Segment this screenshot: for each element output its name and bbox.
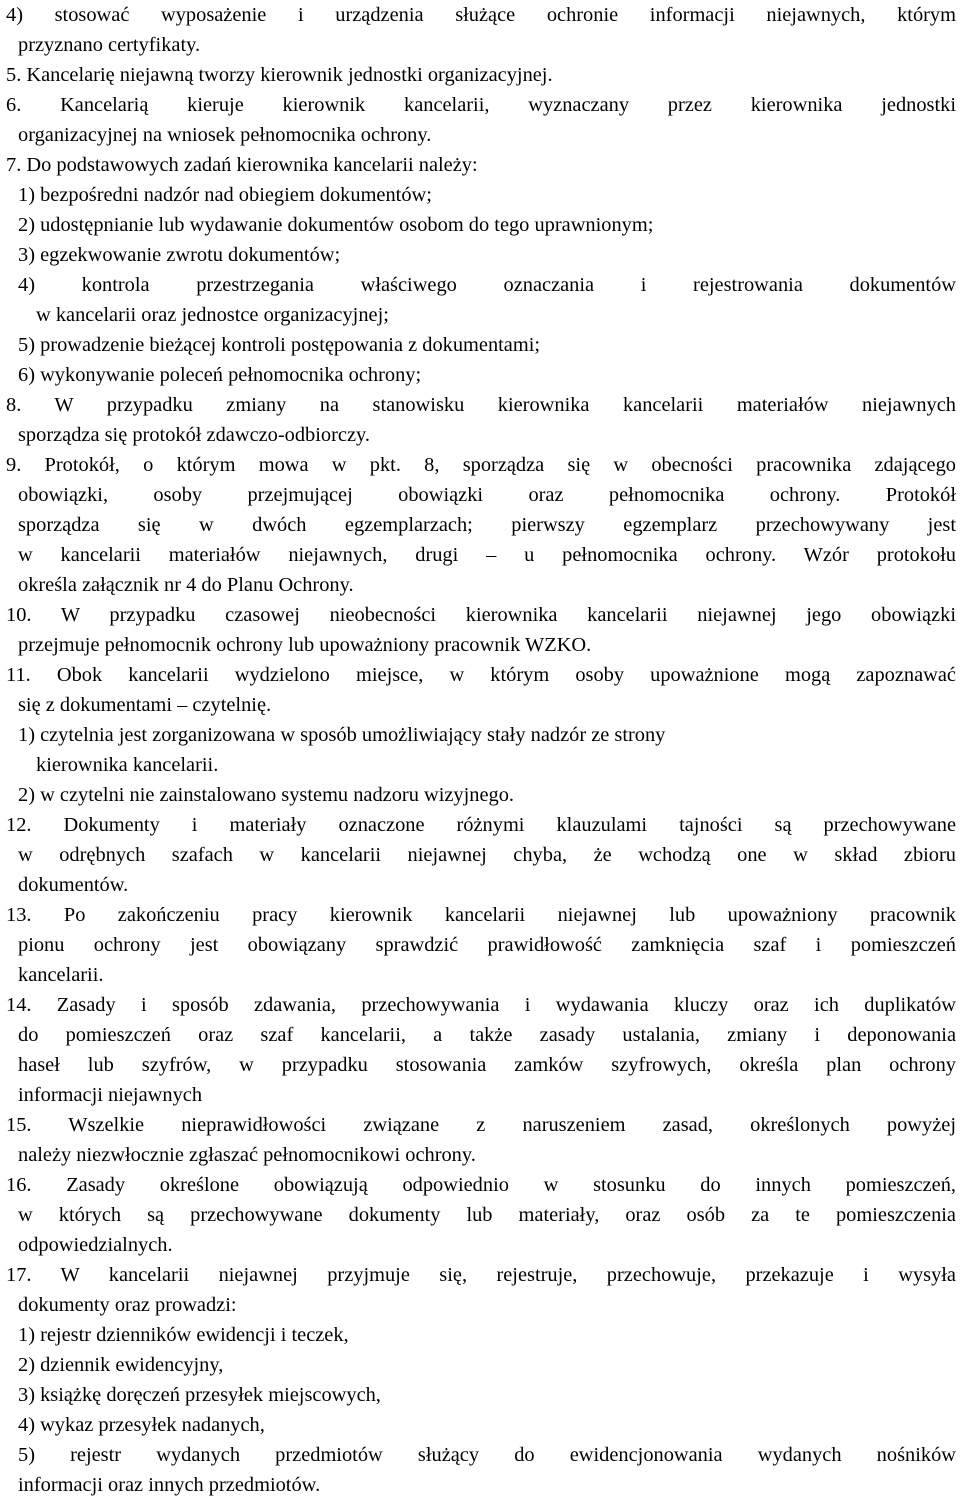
text-line: 7. Do podstawowych zadań kierownika kancelarii należy: <box>6 154 478 176</box>
text-line: w których są przechowywane dokumenty lub materiały, oraz osób za te pomieszczenia <box>18 1204 956 1226</box>
text-line: 2) dziennik ewidencyjny, <box>18 1354 224 1376</box>
text-line: się z dokumentami – czytelnię. <box>18 694 272 716</box>
text-line: 12. Dokumenty i materiały oznaczone różnymi klauzulami tajności są przechowywane <box>6 814 956 836</box>
text-line: dokumenty oraz prowadzi: <box>18 1294 237 1316</box>
text-line: 11. Obok kancelarii wydzielono miejsce, w którym osoby upoważnione mogą zapoznawać <box>6 664 956 686</box>
text-line: należy niezwłocznie zgłaszać pełnomocnikowi ochrony. <box>18 1144 476 1166</box>
text-line: określa załącznik nr 4 do Planu Ochrony. <box>18 574 354 596</box>
text-line: obowiązki, osoby przejmującej obowiązki oraz pełnomocnika ochrony. Protokół <box>18 484 956 506</box>
text-line: 13. Po zakończeniu pracy kierownik kancelarii niejawnej lub upoważniony pracownik <box>6 904 956 926</box>
text-line: 16. Zasady określone obowiązują odpowiednio w stosunku do innych pomieszczeń, <box>6 1174 956 1196</box>
text-line: 9. Protokół, o którym mowa w pkt. 8, sporządza się w obecności pracownika zdającego <box>6 454 956 476</box>
text-line: 15. Wszelkie nieprawidłowości związane z naruszeniem zasad, określonych powyżej <box>6 1114 956 1136</box>
text-line: przyznano certyfikaty. <box>18 34 201 56</box>
text-line: pionu ochrony jest obowiązany sprawdzić prawidłowość zamknięcia szaf i pomieszczeń <box>18 934 956 956</box>
text-line: 10. W przypadku czasowej nieobecności kierownika kancelarii niejawnej jego obowiązki <box>6 604 956 626</box>
text-line: sporządza się protokół zdawczo-odbiorczy. <box>18 424 370 446</box>
text-line: 5. Kancelarię niejawną tworzy kierownik jednostki organizacyjnej. <box>6 64 553 86</box>
text-line: 14. Zasady i sposób zdawania, przechowywania i wydawania kluczy oraz ich duplikatów <box>6 994 956 1016</box>
text-line: 5) prowadzenie bieżącej kontroli postępowania z dokumentami; <box>18 334 541 356</box>
text-line: odpowiedzialnych. <box>18 1234 173 1256</box>
text-line: przejmuje pełnomocnik ochrony lub upoważniony pracownik WZKO. <box>18 634 592 656</box>
text-line: informacji niejawnych <box>18 1084 203 1106</box>
text-line: 5) rejestr wydanych przedmiotów służący do ewidencjonowania wydanych nośników <box>18 1444 956 1466</box>
text-line: 4) kontrola przestrzegania właściwego oznaczania i rejestrowania dokumentów <box>18 274 956 296</box>
text-line: 1) bezpośredni nadzór nad obiegiem dokumentów; <box>18 184 432 206</box>
text-line: w kancelarii oraz jednostce organizacyjnej; <box>36 304 389 326</box>
text-line: do pomieszczeń oraz szaf kancelarii, a także zasady ustalania, zmiany i deponowania <box>18 1024 956 1046</box>
text-line: sporządza się w dwóch egzemplarzach; pierwszy egzemplarz przechowywany jest <box>18 514 956 536</box>
text-line: 17. W kancelarii niejawnej przyjmuje się, rejestruje, przechowuje, przekazuje i wysyła <box>6 1264 956 1286</box>
text-line: 3) egzekwowanie zwrotu dokumentów; <box>18 244 341 266</box>
text-line: informacji oraz innych przedmiotów. <box>18 1474 321 1496</box>
text-line: 2) w czytelni nie zainstalowano systemu nadzoru wizyjnego. <box>18 784 515 806</box>
text-line: kierownika kancelarii. <box>36 754 219 776</box>
text-line: 2) udostępnianie lub wydawanie dokumentów osobom do tego uprawnionym; <box>18 214 654 236</box>
text-line: 4) stosować wyposażenie i urządzenia służące ochronie informacji niejawnych, którym <box>6 4 956 26</box>
text-line: 6. Kancelarią kieruje kierownik kancelarii, wyznaczany przez kierownika jednostki <box>6 94 956 116</box>
text-line: haseł lub szyfrów, w przypadku stosowania zamków szyfrowych, określa plan ochrony <box>18 1054 956 1076</box>
text-line: dokumentów. <box>18 874 129 896</box>
text-line: 3) książkę doręczeń przesyłek miejscowych, <box>18 1384 381 1406</box>
text-line: kancelarii. <box>18 964 104 986</box>
text-line: 1) rejestr dzienników ewidencji i teczek, <box>18 1324 349 1346</box>
text-line: w odrębnych szafach w kancelarii niejawnej chyba, że wchodzą one w skład zbioru <box>18 844 956 866</box>
text-line: 6) wykonywanie poleceń pełnomocnika ochrony; <box>18 364 422 386</box>
text-line: 4) wykaz przesyłek nadanych, <box>18 1414 265 1436</box>
text-line: organizacyjnej na wniosek pełnomocnika ochrony. <box>18 124 432 146</box>
text-line: 1) czytelnia jest zorganizowana w sposób umożliwiający stały nadzór ze strony <box>18 724 666 746</box>
text-line: 8. W przypadku zmiany na stanowisku kierownika kancelarii materiałów niejawnych <box>6 394 956 416</box>
text-line: w kancelarii materiałów niejawnych, drugi – u pełnomocnika ochrony. Wzór protokołu <box>18 544 956 566</box>
